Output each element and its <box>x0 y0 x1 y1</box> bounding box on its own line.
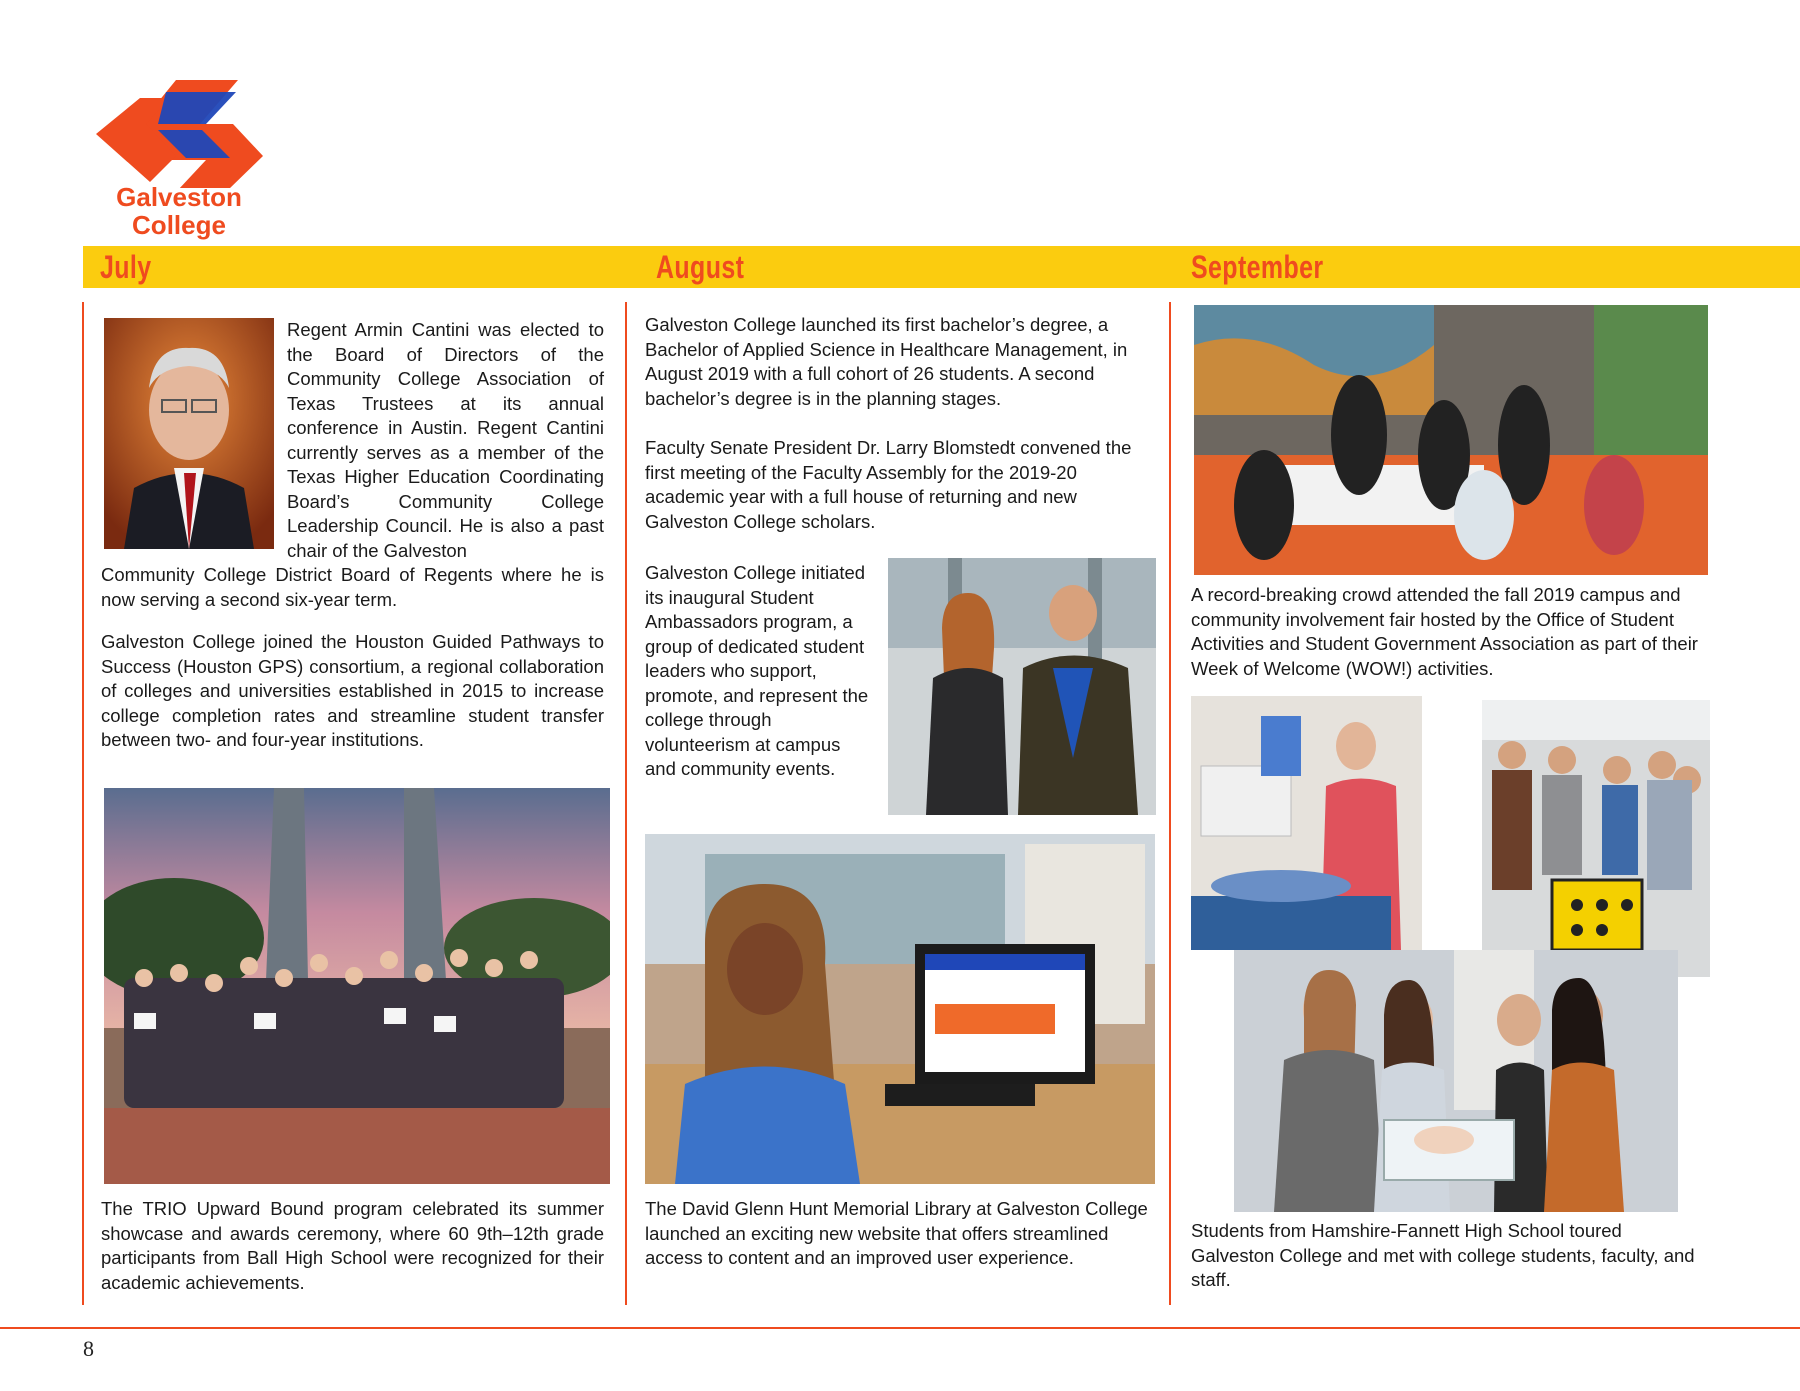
logo-text-line-2: College <box>132 210 226 240</box>
month-heading-august: August <box>656 249 745 285</box>
photo-nursery-simulation <box>1234 950 1678 1212</box>
houston-gps-paragraph: Galveston College joined the Houston Guided Pathways to Success (Houston GPS) consortium, a regional collaboration of colleges and universities established in 2015 to increase college completion rates and streamline student transfer between two- and four-year institutions. <box>101 631 604 750</box>
photo-xray-lab <box>1191 696 1422 950</box>
column-rule-september <box>1169 302 1171 1305</box>
month-heading-july: July <box>100 249 152 285</box>
photo-trio-upward-bound <box>104 788 610 1184</box>
photo-ambulance-simulation <box>1482 700 1710 977</box>
logo-text-line-1: Galveston <box>116 182 242 212</box>
photo-library-website <box>645 834 1155 1184</box>
photo-regent-cantini <box>104 318 274 549</box>
galveston-college-logo <box>88 78 270 243</box>
faculty-assembly-paragraph: Faculty Senate President Dr. Larry Blomstedt convened the first meeting of the Faculty Assembly for the 2019-20 academic year with a full house of returning and new Galveston College scholars. <box>645 437 1132 532</box>
cantini-paragraph-bottom: Community College District Board of Regents where he is now serving a second six-year term. <box>101 564 604 610</box>
column-rule-july <box>82 302 84 1305</box>
involvement-fair-caption: A record-breaking crowd attended the fall 2019 campus and community involvement fair hosted by the Office of Student Activities and Student Government Association as part of their Week of Welcome (WOW!) activities. <box>1191 584 1698 679</box>
column-rule-august <box>625 302 627 1305</box>
library-caption: The David Glenn Hunt Memorial Library at Galveston College launched an exciting new website that offers streamlined access to content and an improved user experience. <box>645 1198 1148 1268</box>
page-number: 8 <box>83 1336 94 1361</box>
photo-student-ambassadors <box>888 558 1156 815</box>
student-ambassadors-paragraph: Galveston College initiated its inaugural Student Ambassadors program, a group of dedicated student leaders who support, promote, and represent the college through volunteerism at campus and community events. <box>645 562 869 779</box>
hamshire-fannett-caption: Students from Hamshire-Fannett High School toured Galveston College and met with college students, faculty, and staff. <box>1191 1220 1695 1290</box>
trio-caption: The TRIO Upward Bound program celebrated its summer showcase and awards ceremony, where 60 9th–12th grade participants from Ball High School were recognized for their academic achievements. <box>101 1198 604 1293</box>
month-banner <box>83 246 1800 288</box>
logo-mark-icon <box>88 78 270 188</box>
month-heading-september: September <box>1191 249 1324 285</box>
bachelor-degree-paragraph: Galveston College launched its first bachelor’s degree, a Bachelor of Applied Science in Healthcare Management, in August 2019 with a full cohort of 26 students. A second bachelor’s degree is in the planning stages. <box>645 314 1128 409</box>
footer-rule <box>0 1327 1800 1329</box>
cantini-paragraph-top: Regent Armin Cantini was elected to the Board of Directors of the Community College Association of Texas Trustees at its annual conference in Austin. Regent Cantini currently serves as a member of the Texas Higher Education Coordinating Board’s Community College Leadership Council. He is also a past chair of the Galveston <box>287 319 604 561</box>
photo-involvement-fair <box>1194 305 1708 575</box>
